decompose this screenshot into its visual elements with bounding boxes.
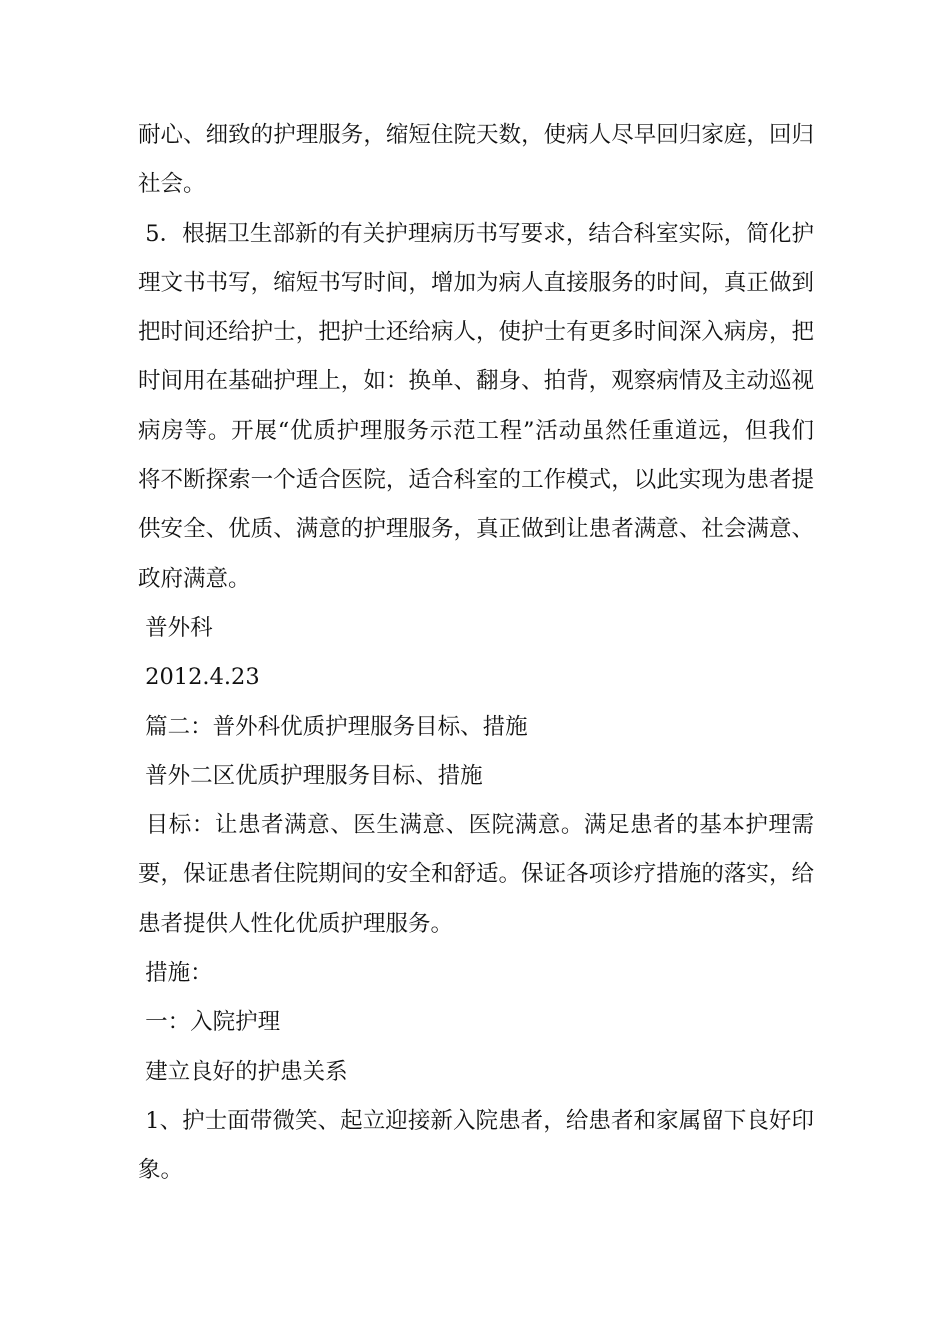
paragraph-line: 把时间还给护士，把护士还给病人，使护士有更多时间深入病房，把 bbox=[138, 319, 814, 346]
paragraph-line: 目标：让患者满意、医生满意、医院满意。满足患者的基本护理需 bbox=[138, 812, 814, 839]
paragraph-line: 时间用在基础护理上，如：换单、翻身、拍背，观察病情及主动巡视 bbox=[138, 368, 814, 395]
paragraph-line: 社会。 bbox=[138, 171, 206, 198]
paragraph-line: 1、护士面带微笑、起立迎接新入院患者，给患者和家属留下良好印 bbox=[138, 1107, 814, 1134]
document-date: 2012.4.23 bbox=[138, 664, 260, 691]
department-signature: 普外科 bbox=[138, 614, 213, 641]
paragraph-line: 将不断探索一个适合医院，适合科室的工作模式，以此实现为患者提 bbox=[138, 467, 814, 494]
paragraph-line: 病房等。开展“优质护理服务示范工程”活动虽然任重道远，但我们 bbox=[138, 417, 814, 444]
paragraph-line: 要，保证患者住院期间的安全和舒适。保证各项诊疗措施的落实，给 bbox=[138, 861, 814, 888]
paragraph-line: 患者提供人性化优质护理服务。 bbox=[138, 910, 454, 937]
measure-subheading: 建立良好的护患关系 bbox=[138, 1058, 348, 1085]
section-subtitle: 普外二区优质护理服务目标、措施 bbox=[138, 762, 483, 789]
paragraph-line: 理文书书写，缩短书写时间，增加为病人直接服务的时间，真正做到 bbox=[138, 269, 814, 296]
paragraph-line: 5．根据卫生部新的有关护理病历书写要求，结合科室实际，简化护 bbox=[138, 220, 814, 247]
paragraph-line: 耐心、细致的护理服务，缩短住院天数，使病人尽早回归家庭，回归 bbox=[138, 122, 814, 148]
document-body bbox=[138, 111, 814, 1196]
section-title: 篇二：普外科优质护理服务目标、措施 bbox=[138, 713, 528, 740]
paragraph-line: 政府满意。 bbox=[138, 565, 251, 592]
measure-heading: 一：入院护理 bbox=[138, 1009, 281, 1036]
paragraph-line: 象。 bbox=[138, 1157, 184, 1184]
measures-heading: 措施： bbox=[138, 960, 213, 987]
paragraph-line: 供安全、优质、满意的护理服务，真正做到让患者满意、社会满意、 bbox=[138, 516, 814, 543]
